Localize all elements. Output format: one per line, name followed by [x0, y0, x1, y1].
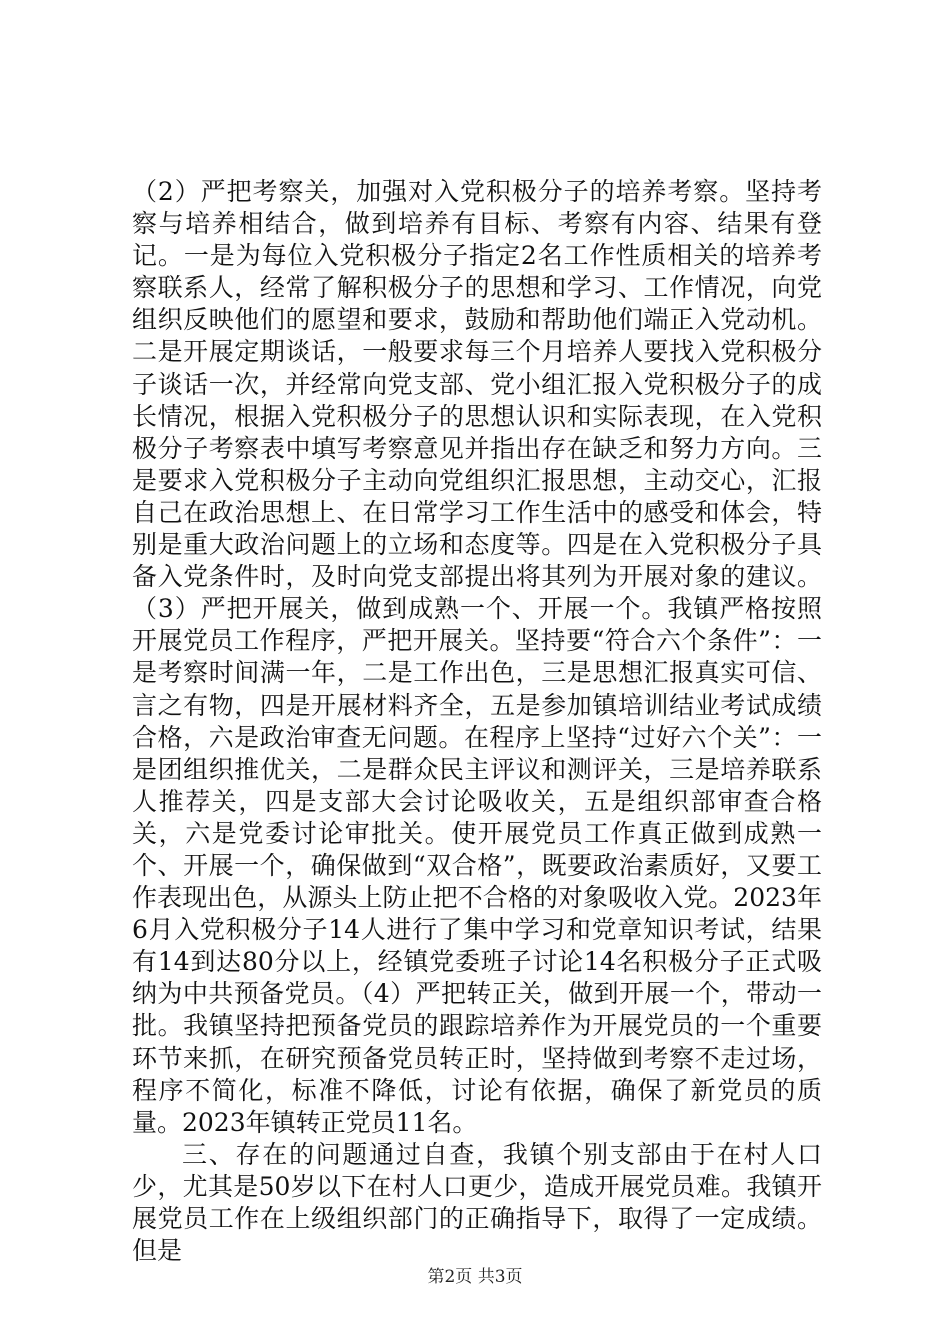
document-body	[132, 176, 822, 1267]
page-number-footer: 第2页 共3页	[427, 1267, 523, 1287]
paragraph-existing-problems: 三、存在的问题通过自查，我镇个别支部由于在村人口少，尤其是50岁以下在村人口更少，造成开展党员难。我镇开展党员工作在上级组织部门的正确指导下，取得了一定成绩。但是	[132, 1139, 822, 1266]
paragraph-inspection-development: （2）严把考察关，加强对入党积极分子的培养考察。坚持考察与培养相结合，做到培养有目标、考察有内容、结果有登记。一是为每位入党积极分子指定2名工作性质相关的培养考察联系人，经常了解积极分子的思想和学习、工作情况，向党组织反映他们的愿望和要求，鼓励和帮助他们端正入党动机。二是开展定期谈话，一般要求每三个月培养人要找入党积极分子谈话一次，并经常向党支部、党小组汇报入党积极分子的成长情况，根据入党积极分子的思想认识和实际表现，在入党积极分子考察表中填写考察意见并指出存在缺乏和努力方向。三是要求入党积极分子主动向党组织汇报思想，主动交心，汇报自己在政治思想上、在日常学习工作生活中的感受和体会，特别是重大政治问题上的立场和态度等。四是在入党积极分子具备入党条件时，及时向党支部提出将其列为开展对象的建议。（3）严把开展关，做到成熟一个、开展一个。我镇严格按照开展党员工作程序，严把开展关。坚持要“符合六个条件”：一是考察时间满一年，二是工作出色，三是思想汇报真实可信、言之有物，四是开展材料齐全，五是参加镇培训结业考试成绩合格，六是政治审查无问题。在程序上坚持“过好六个关”：一是团组织推优关，二是群众民主评议和测评关，三是培养联系人推荐关，四是支部大会讨论吸收关，五是组织部审查合格关，六是党委讨论审批关。使开展党员工作真正做到成熟一个、开展一个，确保做到“双合格”，既要政治素质好，又要工作表现出色，从源头上防止把不合格的对象吸收入党。2023年6月入党积极分子14人进行了集中学习和党章知识考试，结果有14到达80分以上，经镇党委班子讨论14名积极分子正式吸纳为中共预备党员。（4）严把转正关，做到开展一个，带动一批。我镇坚持把预备党员的跟踪培养作为开展党员的一个重要环节来抓，在研究预备党员转正时，坚持做到考察不走过场，程序不简化，标准不降低，讨论有依据，确保了新党员的质量。2023年镇转正党员11名。	[132, 177, 822, 1137]
